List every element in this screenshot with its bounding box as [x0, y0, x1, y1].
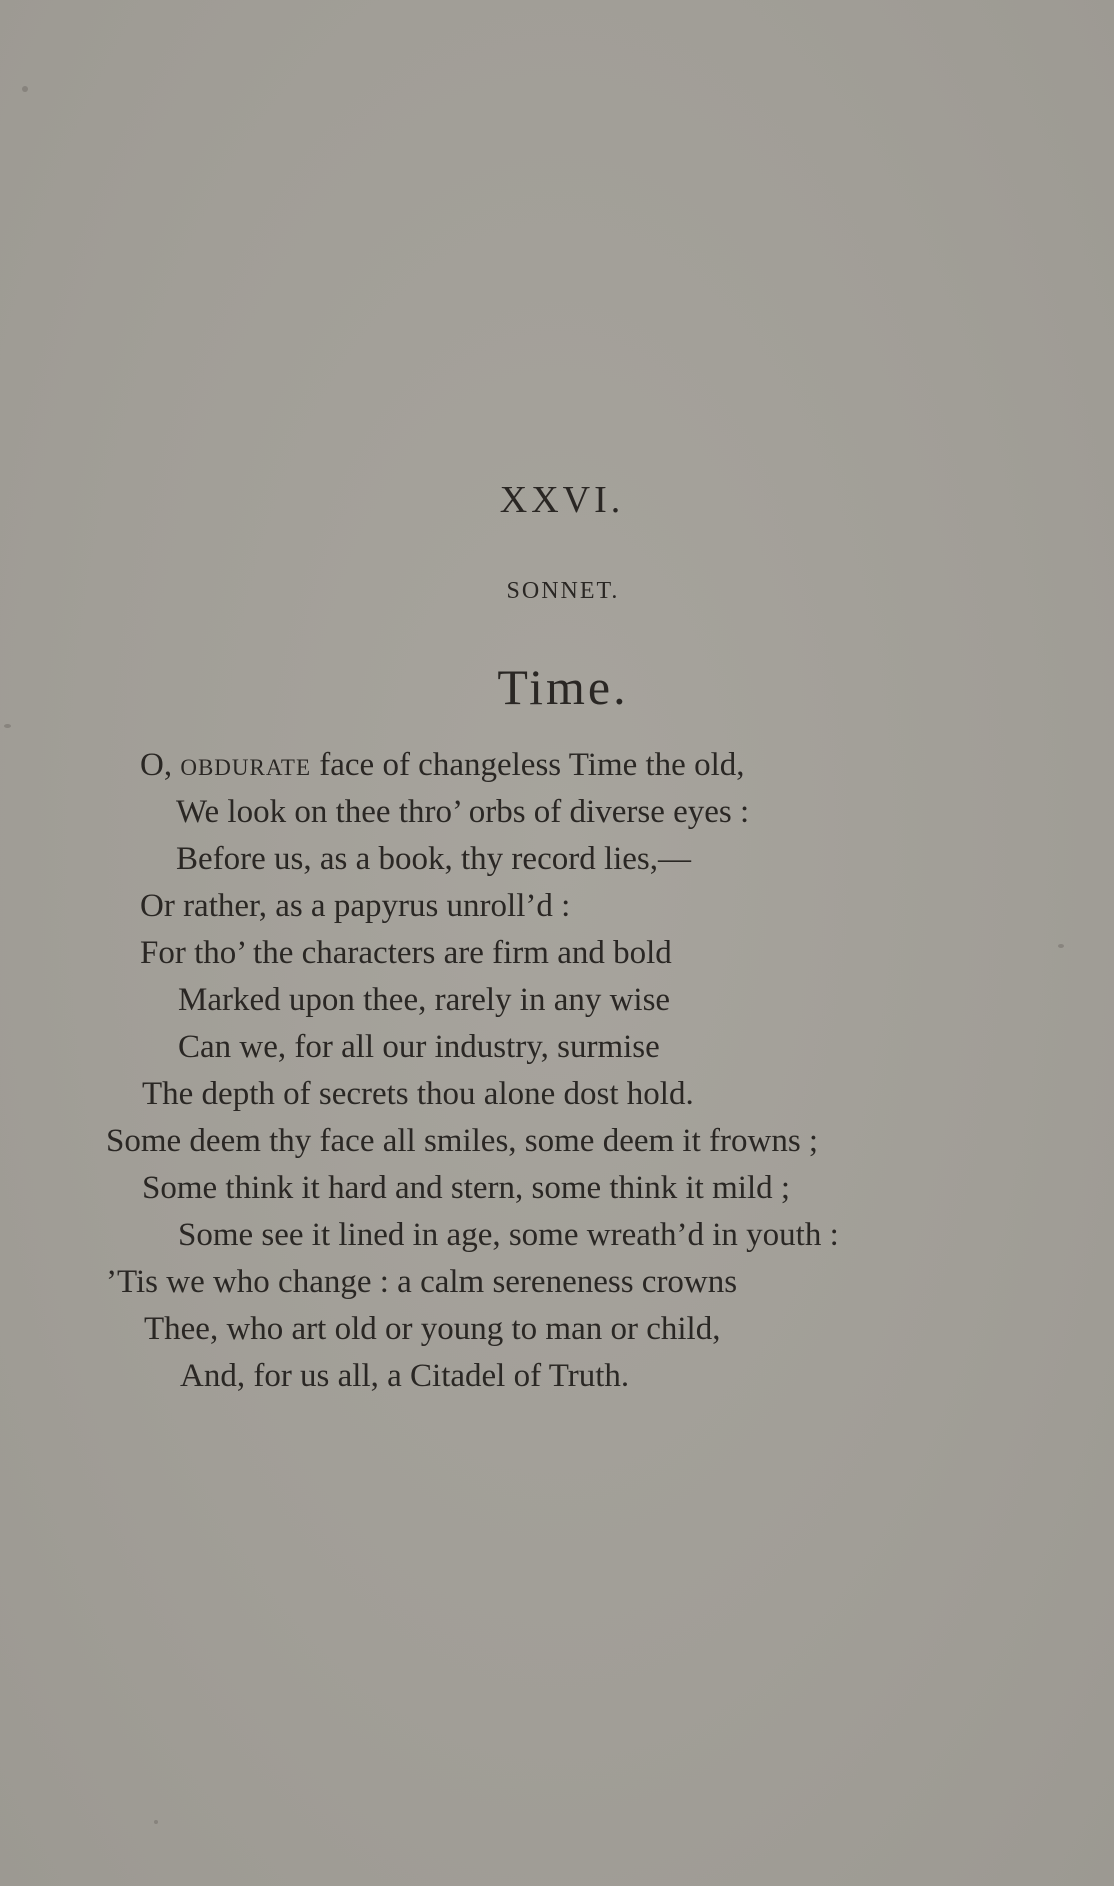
poem-line-2: We look on thee thro’ orbs of diverse eyes :	[176, 794, 750, 830]
poem-line-7: Can we, for all our industry, surmise	[178, 1029, 660, 1065]
poem-line-14: And, for us all, a Citadel of Truth.	[180, 1358, 630, 1394]
small-caps-word: obdurate	[180, 747, 312, 783]
line-opening: O,	[140, 747, 181, 783]
poem-line-6: Marked upon thee, rarely in any wise	[178, 982, 671, 1018]
poem-title: Time.	[497, 659, 629, 715]
poem-line-10: Some think it hard and stern, some think it mild ;	[142, 1170, 791, 1206]
poem-line-4: Or rather, as a papyrus unroll’d :	[140, 888, 571, 924]
poem-line-1	[140, 745, 745, 785]
paper-speck	[1058, 944, 1064, 948]
paper-speck	[22, 86, 28, 92]
poem-line-3: Before us, as a book, thy record lies,—	[176, 841, 692, 877]
poem-form-label: SONNET.	[506, 578, 620, 604]
poem-line-12: ’Tis we who change : a calm sereneness crowns	[106, 1264, 738, 1300]
sonnet-number: XXVI.	[499, 479, 625, 521]
poem-line-5: For tho’ the characters are firm and bold	[140, 935, 672, 971]
poem-line-9: Some deem thy face all smiles, some deem it frowns ;	[106, 1123, 819, 1159]
line-continuation: face of changeless Time the old,	[311, 747, 745, 783]
poem-line-13: Thee, who art old or young to man or child,	[144, 1311, 721, 1347]
poem-line-11: Some see it lined in age, some wreath’d in youth :	[178, 1217, 839, 1253]
poem-line-8: The depth of secrets thou alone dost hold.	[142, 1076, 694, 1112]
paper-speck	[4, 724, 11, 728]
paper-speck	[154, 1820, 158, 1824]
